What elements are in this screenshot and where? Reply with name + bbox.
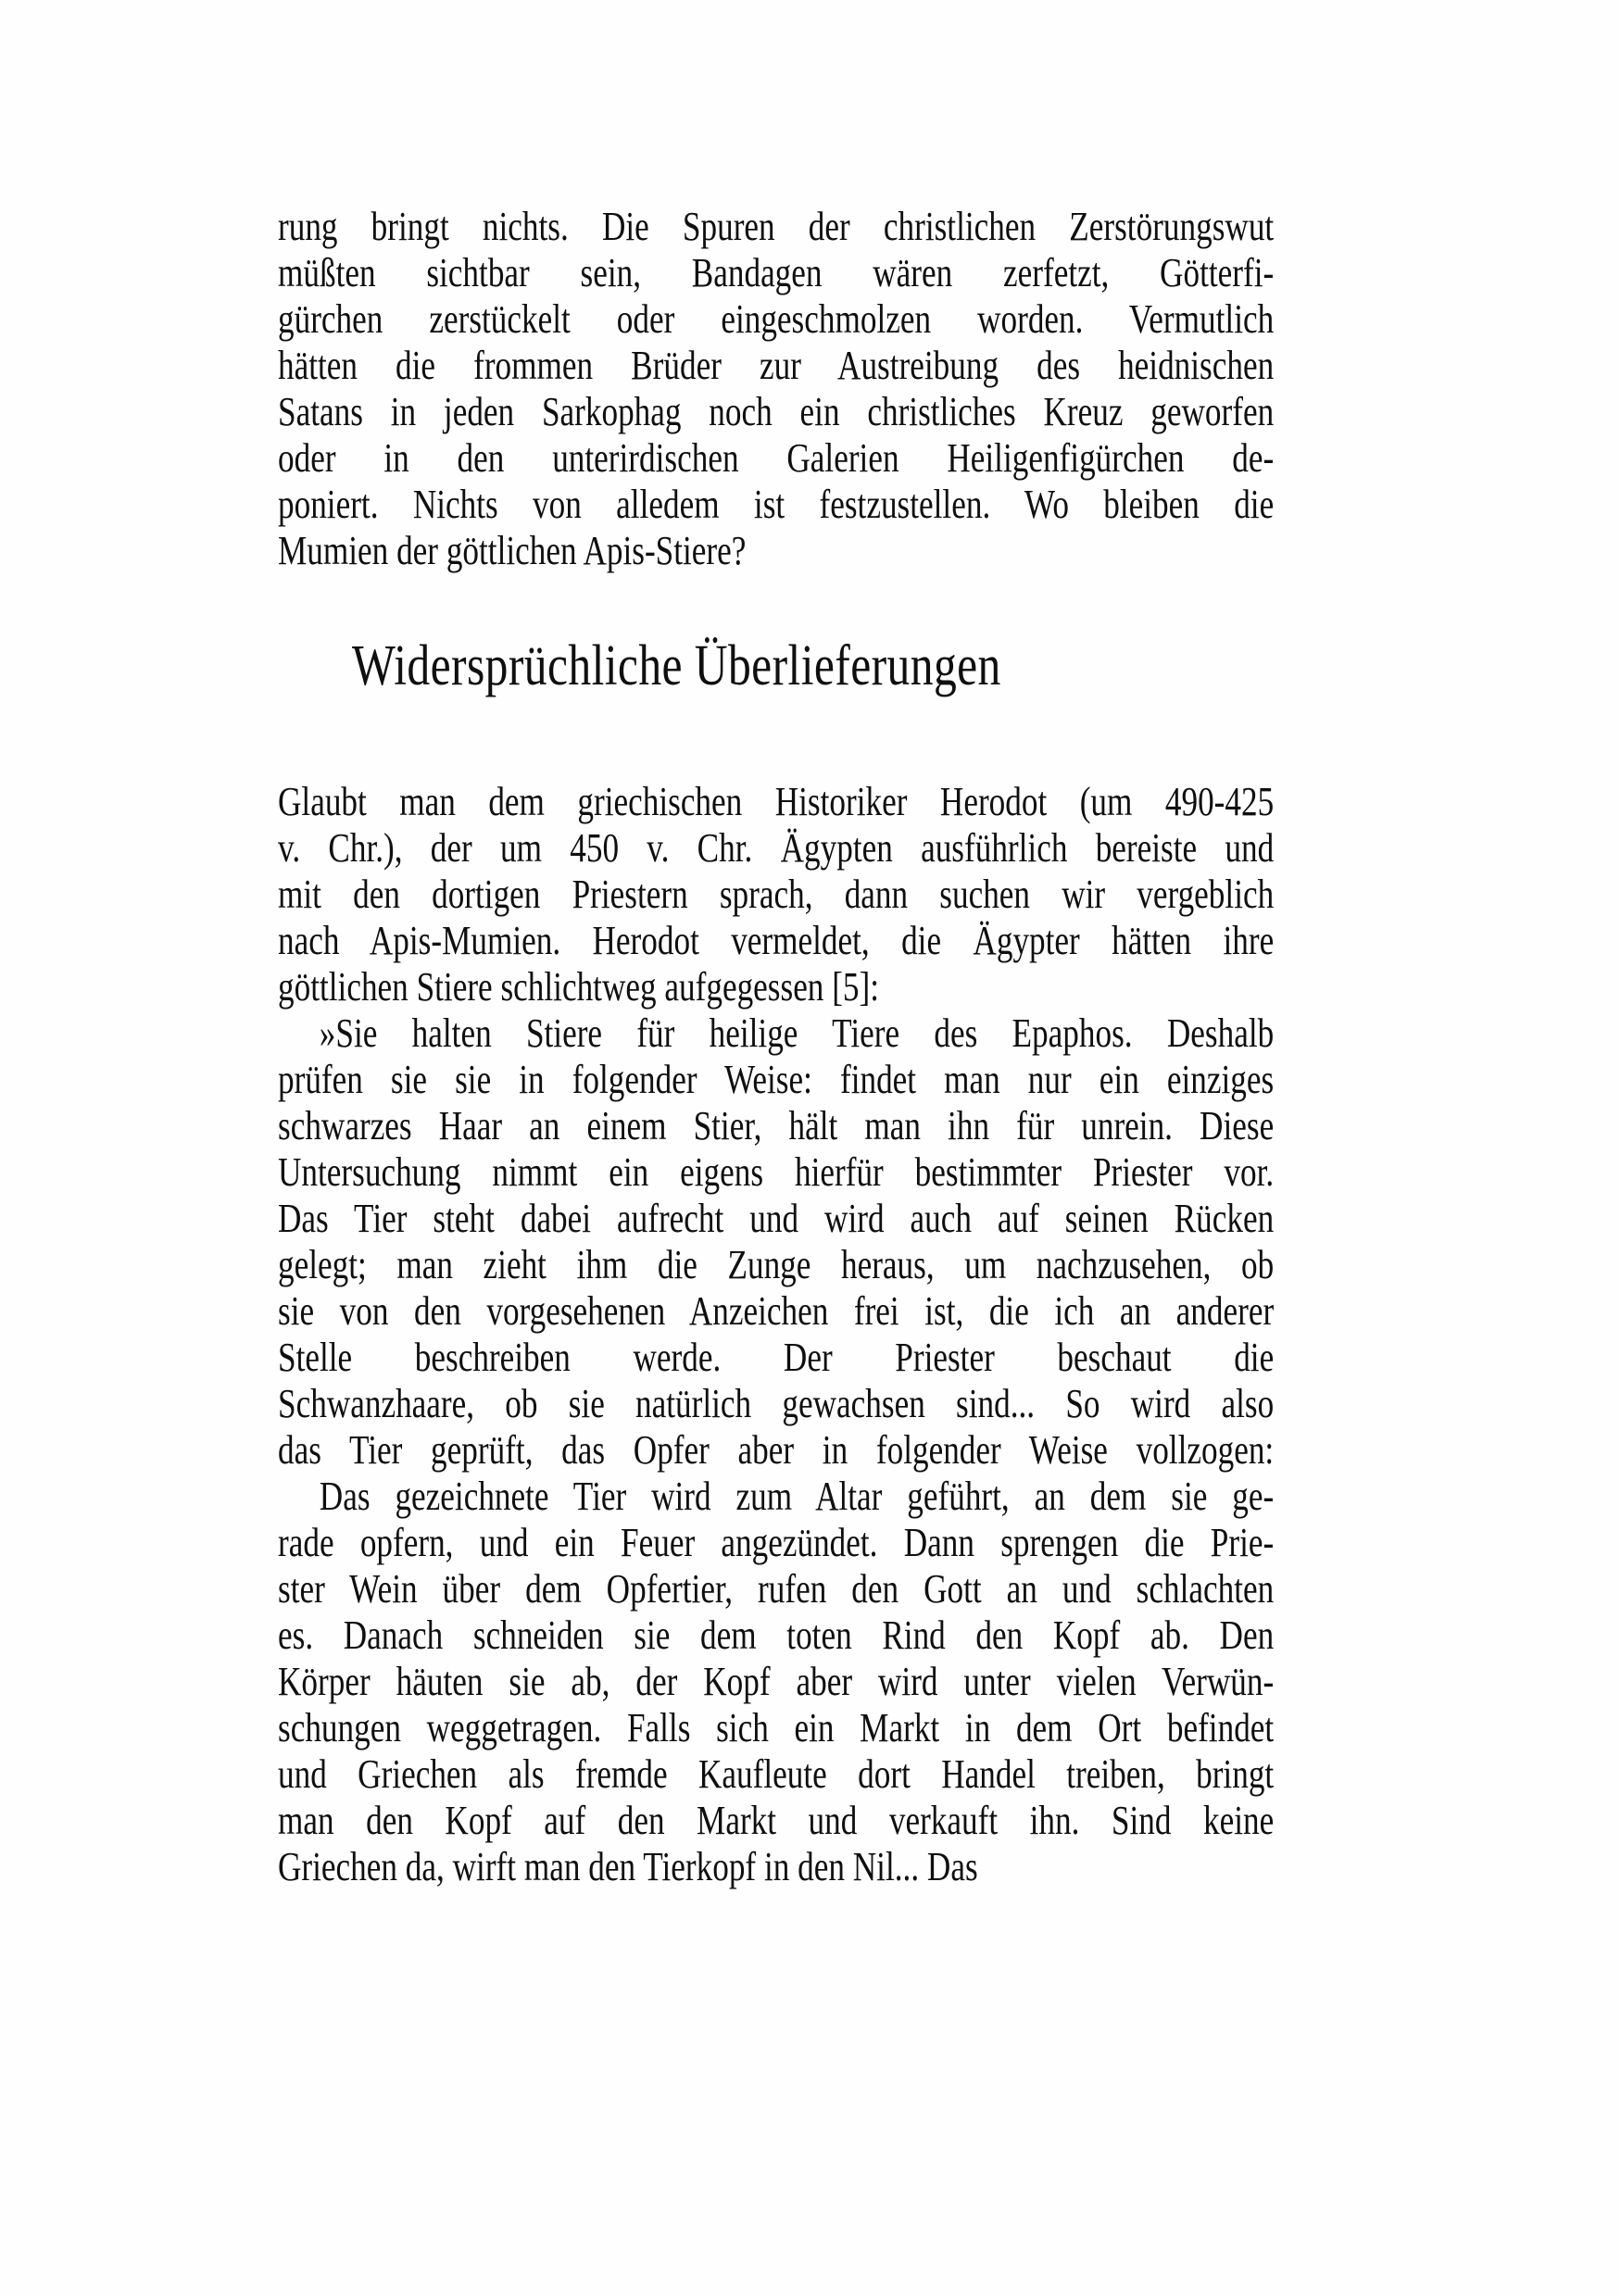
text-line: Stelle beschreiben werde. Der Priester beschaut die	[278, 1335, 1275, 1380]
text-line: mit den dortigen Priestern sprach, dann suchen wir vergeblich	[278, 872, 1275, 917]
text-line: es. Danach schneiden sie dem toten Rind den Kopf ab. Den	[278, 1612, 1275, 1658]
text-column	[278, 204, 1274, 1890]
paragraph-continuation	[278, 204, 1274, 574]
text-line: hätten die frommen Brüder zur Austreibung des heidnischen	[278, 343, 1275, 388]
text-line: Untersuchung nimmt ein eigens hierfür bestimmter Priester vor.	[278, 1149, 1275, 1195]
text-line: nach Apis-Mumien. Herodot vermeldet, die Ägypter hätten ihre	[278, 918, 1275, 963]
text-line: Griechen da, wirft man den Tierkopf in den Nil... Das	[278, 1844, 978, 1889]
section-heading: Widersprüchliche Überlieferungen	[352, 634, 1001, 697]
text-line: müßten sichtbar sein, Bandagen wären zerfetzt, Götterfi-	[278, 250, 1275, 295]
text-line: Glaubt man dem griechischen Historiker Herodot (um 490-425	[278, 779, 1275, 824]
text-line: poniert. Nichts von alledem ist festzustellen. Wo bleiben die	[278, 482, 1275, 527]
text-line: gelegt; man zieht ihm die Zunge heraus, um nachzusehen, ob	[278, 1242, 1275, 1287]
text-line: rung bringt nichts. Die Spuren der christlichen Zerstörungswut	[278, 204, 1275, 249]
text-line: Körper häuten sie ab, der Kopf aber wird unter vielen Verwün-	[278, 1659, 1275, 1704]
paragraph-herodot	[278, 779, 1274, 1010]
paragraph-opfer	[278, 1474, 1274, 1890]
text-line: Satans in jeden Sarkophag noch ein christliches Kreuz geworfen	[278, 389, 1275, 434]
text-line: ster Wein über dem Opfertier, rufen den Gott an und schlachten	[278, 1566, 1275, 1612]
text-line: Schwanzhaare, ob sie natürlich gewachsen sind... So wird also	[278, 1381, 1275, 1426]
text-line: schwarzes Haar an einem Stier, hält man ihn für unrein. Diese	[278, 1103, 1275, 1148]
text-line: und Griechen als fremde Kaufleute dort Handel treiben, bringt	[278, 1751, 1275, 1797]
text-line: gürchen zerstückelt oder eingeschmolzen worden. Vermutlich	[278, 296, 1275, 342]
text-line: v. Chr.), der um 450 v. Chr. Ägypten ausführlich bereiste und	[278, 825, 1275, 871]
text-line: das Tier geprüft, das Opfer aber in folgender Weise vollzogen:	[278, 1427, 1275, 1473]
text-line: schungen weggetragen. Falls sich ein Markt in dem Ort befindet	[278, 1705, 1275, 1750]
text-line: Mumien der göttlichen Apis-Stiere?	[278, 528, 747, 573]
text-line: man den Kopf auf den Markt und verkauft ihn. Sind keine	[278, 1798, 1275, 1843]
text-line: Das gezeichnete Tier wird zum Altar geführt, an dem sie ge-	[319, 1474, 1275, 1519]
text-line: Das Tier steht dabei aufrecht und wird auch auf seinen Rücken	[278, 1196, 1275, 1241]
text-line: sie von den vorgesehenen Anzeichen frei ist, die ich an anderer	[278, 1288, 1275, 1334]
text-line: göttlichen Stiere schlichtweg aufgegessen [5]:	[278, 964, 880, 1010]
text-line: »Sie halten Stiere für heilige Tiere des Epaphos. Deshalb	[319, 1010, 1275, 1056]
quote-paragraph	[278, 1010, 1274, 1474]
text-line: oder in den unterirdischen Galerien Heiligenfigürchen de-	[278, 435, 1275, 481]
text-line: rade opfern, und ein Feuer angezündet. Dann sprengen die Prie-	[278, 1520, 1275, 1565]
text-line: prüfen sie sie in folgender Weise: findet man nur ein einziges	[278, 1057, 1275, 1102]
